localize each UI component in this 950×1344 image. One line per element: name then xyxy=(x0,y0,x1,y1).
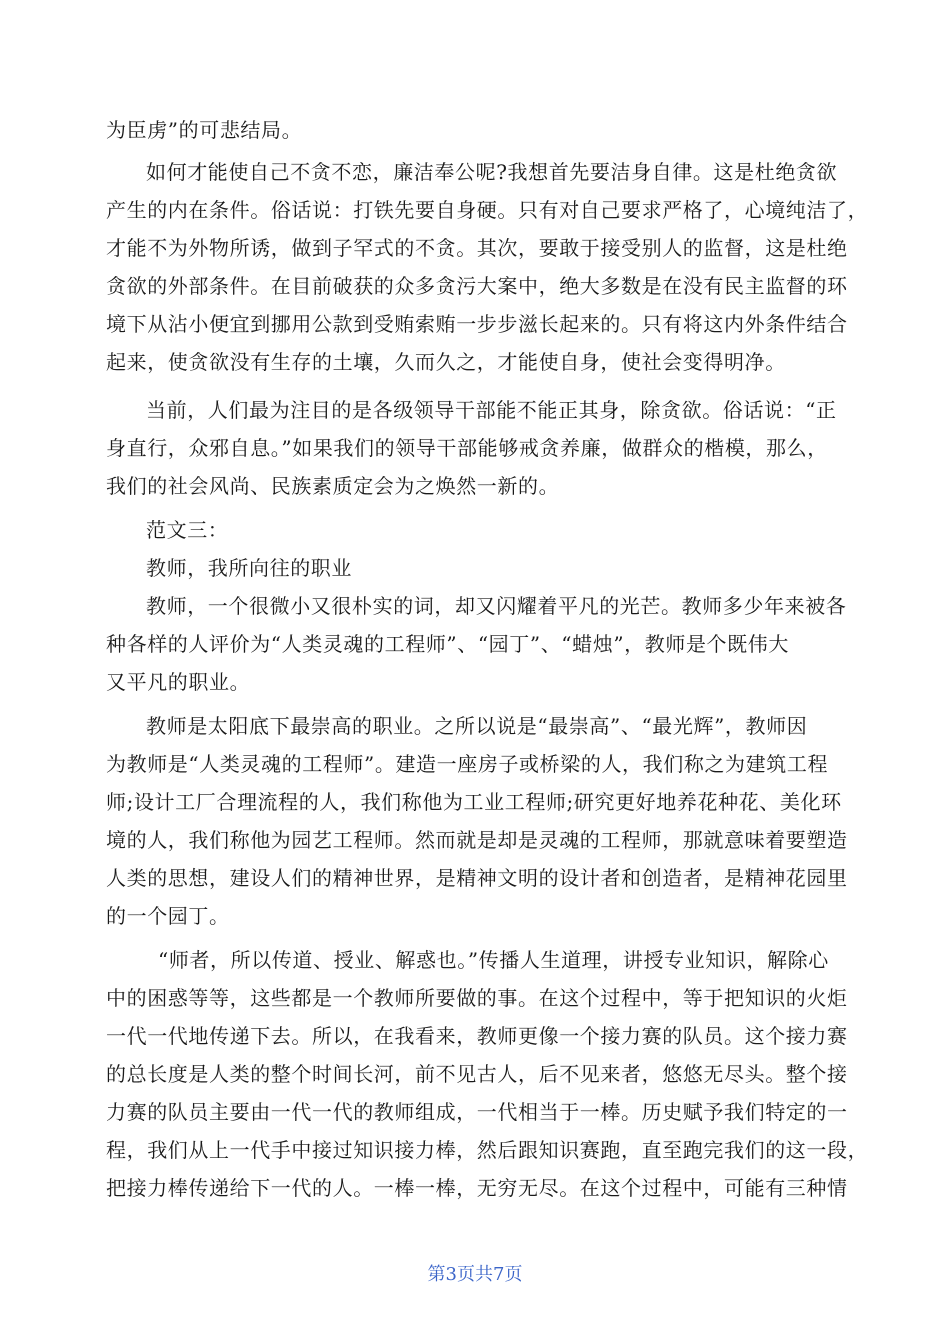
text-line: 教师，一个很微小又很朴实的词，却又闪耀着平凡的光芒。教师多少年来被各 xyxy=(146,594,847,618)
text-line: 境下从沾小便宜到挪用公款到受贿索贿一步步滋长起来的。只有将这内外条件结合 xyxy=(106,312,848,336)
page-number-footer: 第3页共7页 xyxy=(427,1264,523,1285)
text-line: 起来，使贪欲没有生存的土壤，久而久之，才能使自身，使社会变得明净。 xyxy=(106,350,786,374)
text-line: 才能不为外物所诱，做到子罕式的不贪。其次，要敢于接受别人的监督，这是杜绝 xyxy=(106,236,848,260)
text-line: 为教师是“人类灵魂的工程师”。建造一座房子或桥梁的人，我们称之为建筑工程 xyxy=(106,752,829,776)
text-line: 当前，人们最为注目的是各级领导干部能不能正其身，除贪欲。俗话说：“正 xyxy=(146,398,837,422)
text-line: 我们的社会风尚、民族素质定会为之焕然一新的。 xyxy=(106,474,560,498)
section-heading: 范文三： xyxy=(146,518,229,542)
text-line: 为臣虏”的可悲结局。 xyxy=(106,118,303,142)
text-line: 程，我们从上一代手中接过知识接力棒，然后跟知识赛跑，直至跑完我们的这一段， xyxy=(106,1138,869,1162)
text-line: 中的困惑等等，这些都是一个教师所要做的事。在这个过程中，等于把知识的火炬 xyxy=(106,986,848,1010)
text-line: 力赛的队员主要由一代一代的教师组成，一代相当于一棒。历史赋予我们特定的一 xyxy=(106,1100,848,1124)
text-line: 把接力棒传递给下一代的人。一棒一棒，无穷无尽。在这个过程中，可能有三种情 xyxy=(106,1176,848,1200)
text-line: 如何才能使自己不贪不恋，廉洁奉公呢?我想首先要洁身自律。这是杜绝贪欲 xyxy=(146,160,838,184)
text-line: 身直行，众邪自息。”如果我们的领导干部能够戒贪养廉，做群众的楷模，那么， xyxy=(106,436,828,460)
text-line: 师;设计工厂合理流程的人，我们称他为工业工程师;研究更好地养花种花、美化环 xyxy=(106,790,842,814)
text-line: 种各样的人评价为“人类灵魂的工程师”、“园丁”、“蜡烛”，教师是个既伟大 xyxy=(106,632,789,656)
text-line: 教师是太阳底下最崇高的职业。之所以说是“最崇高”、“最光辉”，教师因 xyxy=(146,714,808,738)
article-title: 教师，我所向往的职业 xyxy=(146,556,352,580)
text-line: “师者，所以传道、授业、解惑也。”传播人生道理，讲授专业知识，解除心 xyxy=(158,948,829,972)
text-line: 的一个园丁。 xyxy=(106,904,230,928)
text-line: 人类的思想，建设人们的精神世界，是精神文明的设计者和创造者，是精神花园里 xyxy=(106,866,848,890)
text-line: 境的人，我们称他为园艺工程师。然而就是却是灵魂的工程师，那就意味着要塑造 xyxy=(106,828,848,852)
text-line: 贪欲的外部条件。在目前破获的众多贪污大案中，绝大多数是在没有民主监督的环 xyxy=(106,274,848,298)
text-line: 一代一代地传递下去。所以，在我看来，教师更像一个接力赛的队员。这个接力赛 xyxy=(106,1024,848,1048)
text-line: 的总长度是人类的整个时间长河，前不见古人，后不见来者，悠悠无尽头。整个接 xyxy=(106,1062,848,1086)
text-line: 又平凡的职业。 xyxy=(106,670,251,694)
text-line: 产生的内在条件。俗话说：打铁先要自身硬。只有对自己要求严格了，心境纯洁了， xyxy=(106,198,869,222)
